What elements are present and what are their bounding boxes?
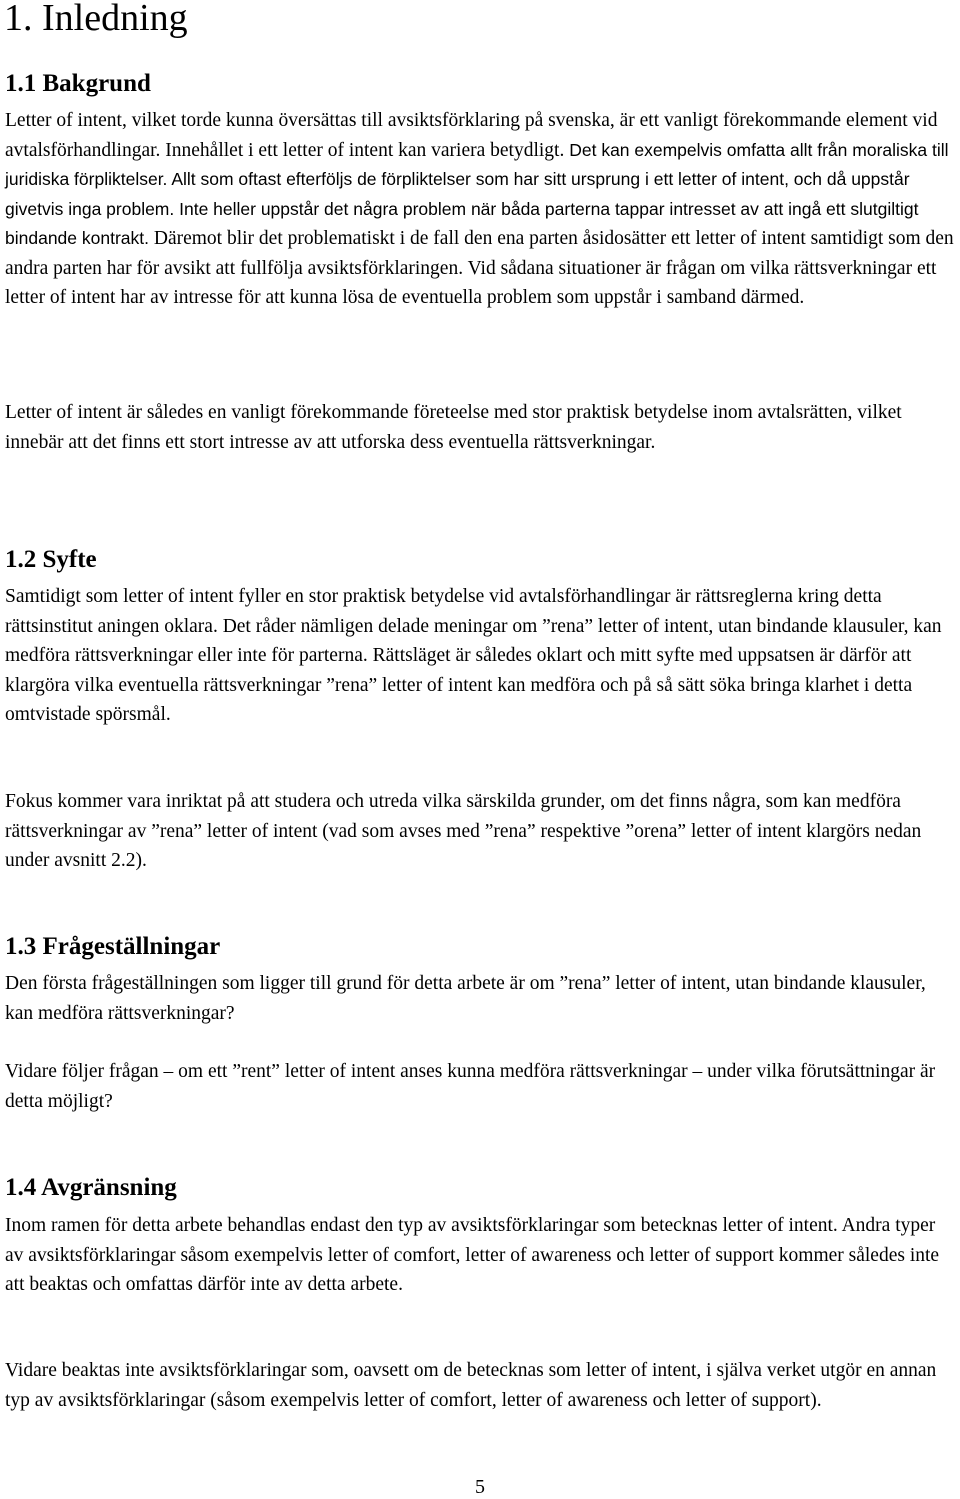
paragraph-avgransning-2: Vidare beaktas inte avsiktsförklaringar som, oavsett om de betecknas som letter of intent, i själva verket utgör en annan typ av avsiktsförklaringar (såsom exempelvis letter of comfort, letter of awareness och letter of support). — [5, 1360, 937, 1411]
paragraph-syfte-1: Samtidigt som letter of intent fyller en stor praktisk betydelse vid avtalsförhandlingar är rättsreglerna kring detta rättsinstitut aningen oklara. Det råder nämligen delade meningar om ”rena” letter of intent, utan bindande klausuler, kan medföra rättsverkningar eller inte för parterna. Rättsläget är således oklart och mitt syfte med uppsatsen är därför att klargöra vilka eventuella rättsverkningar ”rena” letter of intent kan medföra och på så sätt söka bringa klarhet i detta omtvistade spörsmål. — [5, 586, 942, 725]
section-heading-avgransning: 1.4 Avgränsning — [5, 1174, 177, 1201]
paragraph-syfte-2: Fokus kommer vara inriktat på att studera och utreda vilka särskilda grunder, om det finns några, som kan medföra rättsverkningar av ”rena” letter of intent (vad som avses med ”rena” respektive ”orena” letter of intent klargörs nedan under avsnitt 2.2). — [5, 791, 922, 871]
section-heading-bakgrund: 1.1 Bakgrund — [5, 70, 151, 97]
paragraph-avgransning-1: Inom ramen för detta arbete behandlas endast den typ av avsiktsförklaringar som betecknas letter of intent. Andra typer av avsiktsförklaringar såsom exempelvis letter of comfort, letter of awareness och letter of support kommer således inte att beaktas och omfattas därför inte av detta arbete. — [5, 1215, 940, 1295]
page-number: 5 — [475, 1476, 485, 1498]
paragraph-fragestallningar-1: Den första frågeställningen som ligger till grund för detta arbete är om ”rena” letter of intent, utan bindande klausuler, kan medföra rättsverkningar? — [5, 973, 926, 1024]
paragraph-bakgrund-1-part-c: Däremot blir det problematiskt i de fall den ena parten åsidosätter ett letter of intent samtidigt som den andra parten har för avsikt att fullfölja avsiktsförklaringen. Vid sådana situationer är frågan om vilka rättsverkningar ett letter of intent har av intresse för att kunna lösa de eventuella problem som uppstår i samband därmed. — [5, 228, 954, 308]
section-heading-fragestallningar: 1.3 Frågeställningar — [5, 933, 221, 960]
paragraph-bakgrund-1-part-b: Det kan exempelvis omfatta allt från moraliska till juridiska förpliktelser. Allt som oftast efterföljs de förpliktelser som har sitt ursprung i ett letter of intent, och då uppstår givetvis inga problem. Inte heller uppstår det några problem när båda parterna tappar intresset av att ingå ett slutgiltigt bindande kontrakt. — [5, 139, 949, 248]
paragraph-bakgrund-1 — [5, 106, 957, 313]
chapter-title: 1. Inledning — [4, 0, 188, 39]
paragraph-bakgrund-1-part-a: Letter of intent, vilket torde kunna översättas till avsiktsförklaring på svenska, är ett vanligt förekommande element vid avtalsförhandlingar. Innehållet i ett letter of intent kan variera betydligt. — [5, 110, 938, 161]
section-heading-syfte: 1.2 Syfte — [5, 546, 97, 573]
paragraph-fragestallningar-2: Vidare följer frågan – om ett ”rent” letter of intent anses kunna medföra rättsverkningar – under vilka förutsättningar är detta möjligt? — [5, 1061, 936, 1112]
paragraph-bakgrund-2: Letter of intent är således en vanligt förekommande företeelse med stor praktisk betydelse inom avtalsrätten, vilket innebär att det finns ett stort intresse av att utforska dess eventuella rättsverkningar. — [5, 402, 902, 453]
